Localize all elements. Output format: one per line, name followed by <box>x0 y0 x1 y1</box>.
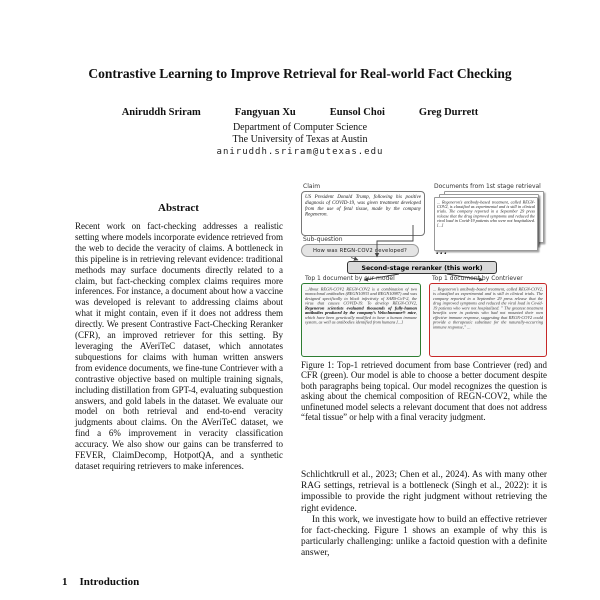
author-name: Greg Durrett <box>418 107 479 118</box>
paper-title: Contrastive Learning to Improve Retrieval for Real-world Fact Checking <box>88 66 512 81</box>
body-paragraph-2: In this work, we investigate how to build an effective retriever for fact-checking. Figure 1 shows an example of why this is particularly challenging: unlike a factoid question with a definite answer, <box>301 514 547 559</box>
contriever-doc-label: Top 1 document by Contriever <box>432 275 523 282</box>
contriever-document-box <box>429 283 547 357</box>
subquestion-label: Sub-question <box>303 236 343 243</box>
figure-1-diagram <box>301 183 547 359</box>
abstract-heading: Abstract <box>158 202 199 214</box>
retrieved-documents-stack <box>434 191 546 251</box>
author-name: Fangyuan Xu <box>234 107 296 118</box>
document-card-front <box>434 197 538 251</box>
figure-1-caption: Figure 1: Top-1 retrieved document from base Contriever (red) and CFR (green). Our model is able to choose a better document despite both paragraphs being topical. Our model recognizes the question is asking about the chemical composition of REGN-COV2, while the unfinetuned model selects a relevant document that does not address “fetal tissue” or help with a final veracity judgment. <box>301 360 547 423</box>
affiliation-department: Department of Computer Science <box>232 122 368 133</box>
stack-ellipsis: ... <box>436 247 449 256</box>
section-title: Introduction <box>79 576 140 588</box>
subquestion-text: How was REGN-COV2 developed? <box>312 247 408 254</box>
our-model-doc-text-bold: Regeneron scientists evaluated thousands of fully-human antibodies produced by the company’s VelocImmune® mice <box>305 304 417 315</box>
subquestion-box <box>301 244 419 257</box>
claim-text: US President Donald Trump, following his positive diagnosis of COVID-19, was given treatment developed from the use of fetal tissue, made by the company Regeneron. <box>305 194 421 218</box>
contact-email: aniruddh.sriram@utexas.edu <box>216 147 384 157</box>
documents-label: Documents from 1st stage retrieval <box>434 183 541 190</box>
our-model-doc-text-post: , which have been genetically modified to have a human immune system, as well as antibodies identified from humans [...] <box>305 309 417 325</box>
affiliation-university: The University of Texas at Austin <box>232 134 368 145</box>
reranker-text: Second-stage reranker (this work) <box>361 263 483 272</box>
claim-label: Claim <box>303 183 321 190</box>
our-model-doc-label: Top 1 document by our model <box>305 275 395 282</box>
abstract-text: Recent work on fact-checking addresses a realistic setting where models incorporate evidence retrieved from the web to decide the veracity of claims. A bottleneck in this pipeline is in retrieving relevant evidence: traditional methods may surface documents directly related to a claim, but fact-checking complex claims requires more inferences. For instance, a document about how a vaccine was developed is relevant to addressing claims about what it might contain, even if it does not address them directly. We present Contrastive Fact-Checking Reranker (CFR), an improved retriever for this setting. By leveraging the AVeriTeC dataset, which annotates subquestions for claims with human written answers from evidence documents, we fine-tune Contriever with a contrastive objective based on multiple training signals, including distillation from GPT-4, evaluating subquestion answers, and gold labels in the dataset. We evaluate our model on both retrieval and end-to-end veracity judgments about claims. On the AVeriTeC dataset, we find a 6% improvement in veracity classification accuracy. We also show our gains can be transferred to FEVER, ClaimDecomp, HotpotQA, and a synthetic dataset requiring retrievers to make inferences. <box>75 221 283 471</box>
our-model-doc-text-pre: ...About REGN-COV2 REGN-COV2 is a combination of two monoclonal antibodies (REGN10933 and REGN10987) and was designed specifically to block infectivity of SARS-CoV-2, the virus that causes COVID-19. To develop REGN-COV2, <box>305 286 417 306</box>
introduction-body-text <box>301 470 547 600</box>
our-model-document-box <box>301 283 421 357</box>
author-list <box>0 107 600 118</box>
document-card-text: ... Regeneron’s antibody-based treatment, called REGN-COV2, is classified as experimental and is still in clinical trials. The company reported in a September 29 press release that the drug improved symptoms and reduced the viral load in Covid-19 patients who were not hospitalized. [...] <box>437 200 535 228</box>
claim-box <box>301 191 425 236</box>
section-number: 1 <box>62 576 68 588</box>
second-stage-reranker-box <box>347 261 497 274</box>
contriever-doc-text: ... Regeneron’s antibody-based treatment, called REGN-COV2, is classified as experimental and is still in clinical trials. The company reported in a September 29 press release that the drug improved symptoms and reduced the viral load in Covid-19 patients who were not hospitalized. ” The greatest treatment benefits were in patients who had not mounted their own effective immune response, suggesting that REGN-COV2 could provide a therapeutic substitute for the naturally-occurring immune response,” ... <box>433 286 543 329</box>
section-heading-introduction <box>62 576 139 588</box>
body-paragraph-continuation: Schlichtkrull et al., 2023; Chen et al., 2024). As with many other RAG settings, retrieval is a bottleneck (Singh et al., 2022): it is impossible to provide the right judgment without retrieving the right evidence. <box>301 470 547 514</box>
author-name: Aniruddh Sriram <box>121 107 201 118</box>
author-name: Eunsol Choi <box>329 107 385 118</box>
